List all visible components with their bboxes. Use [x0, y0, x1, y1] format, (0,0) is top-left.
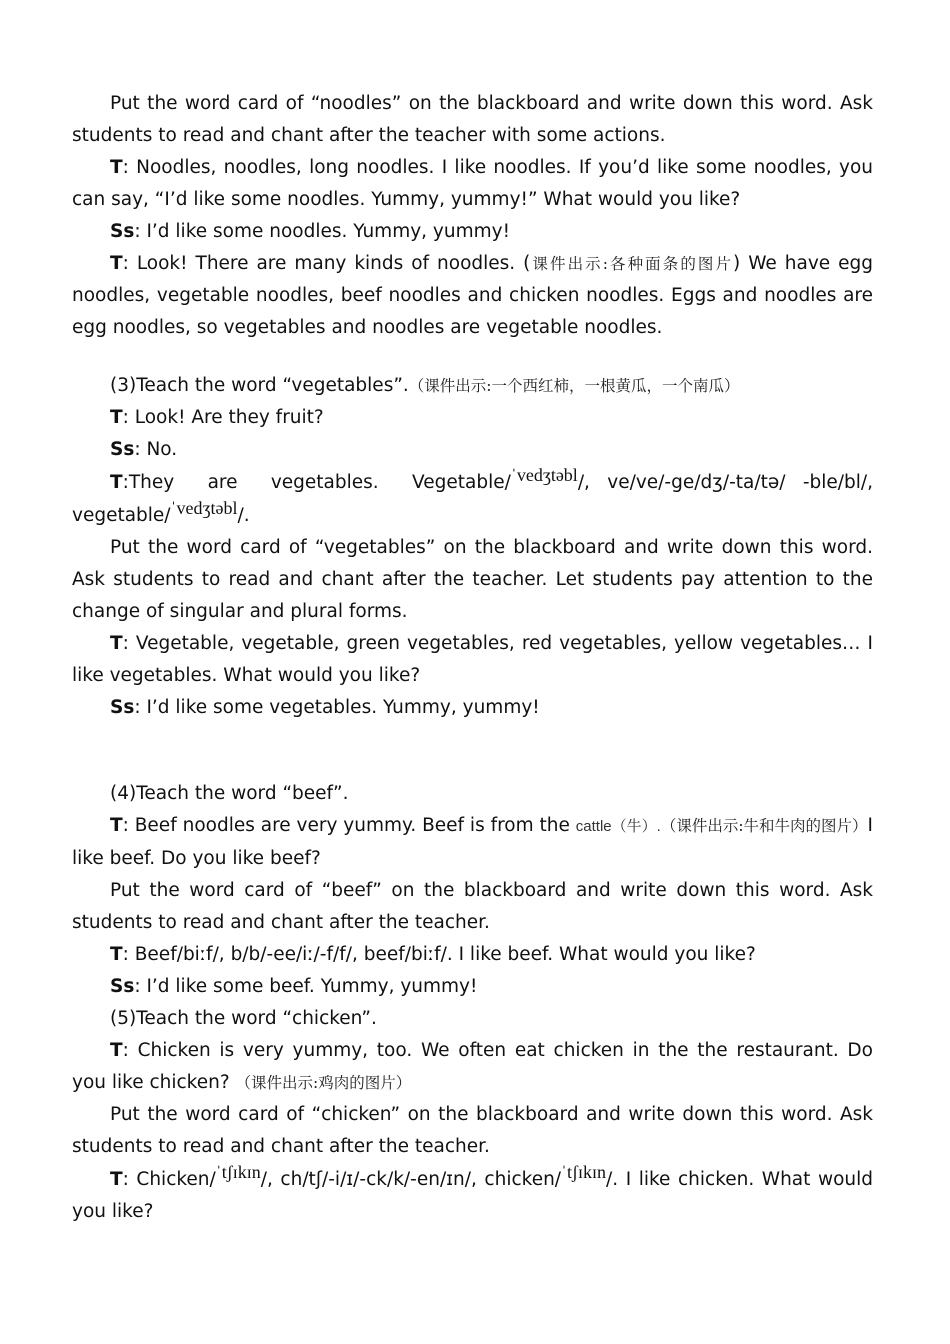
phonetic-symbol: ˈvedʒtəbl — [170, 498, 238, 518]
heading-text: (3)Teach the word “vegetables”. — [110, 375, 409, 396]
dialogue-text: : Look! There are many kinds of noodles. ( — [122, 253, 531, 274]
vegetables-word-card-paragraph: Put the word card of “vegetables” on the blackboard and write down this word. Ask students to read and chant after the teacher. Let students pay attention to the change of singular and plural forms. — [72, 537, 873, 622]
dialogue-text: /, ch/tʃ/-i/ɪ/-ck/k/-en/ɪn/, chicken/ — [260, 1169, 562, 1190]
speaker-label: T — [110, 633, 123, 654]
dialogue-text: /. I like chicken. What would you like? — [72, 1169, 873, 1222]
students-line-beef — [72, 971, 873, 1003]
students-line-noodles — [72, 216, 873, 248]
dialogue-text: : Noodles, noodles, long noodles. I like noodles. If you’d like some noodles, you can say, “I’d like some noodles. Yummy, yummy!” What would you like? — [72, 157, 873, 210]
teacher-line-noodles-chant — [72, 152, 873, 216]
speaker-label: Ss — [110, 439, 135, 460]
speaker-label: Ss — [110, 976, 135, 997]
teacher-line-beef-phonics — [72, 939, 873, 971]
dialogue-text: ) We have egg noodles, vegetable noodles, beef noodles and chicken noodles. Eggs and noodles are egg noodles, so vegetables and noodles are vegetable noodles. — [72, 253, 873, 338]
dialogue-text: : Chicken/ — [122, 1169, 216, 1190]
teacher-line-noodles-kinds — [72, 248, 873, 344]
dialogue-text: : I’d like some vegetables. Yummy, yummy! — [134, 697, 540, 718]
dialogue-text: : No. — [134, 439, 178, 460]
dialogue-text: /. — [237, 505, 250, 526]
phonetic-symbol: ˈvedʒtəbl — [510, 465, 578, 485]
section-heading-vegetables — [72, 370, 873, 402]
speaker-label: T — [110, 407, 123, 428]
dialogue-text: : Vegetable, vegetable, green vegetables, red vegetables, yellow vegetables… I like vegetables. What would you like? — [72, 633, 873, 686]
teacher-line-beef-intro — [72, 810, 873, 875]
courseware-note: （课件出示:牛和牛肉的图片） — [660, 817, 868, 835]
students-line-vegetables — [72, 692, 873, 724]
dialogue-text: I like beef. Do you like beef? — [72, 815, 874, 869]
section-heading-beef: (4)Teach the word “beef”. — [110, 783, 349, 804]
teacher-line-chicken-intro — [72, 1035, 873, 1099]
dialogue-text: : I’d like some noodles. Yummy, yummy! — [134, 221, 511, 242]
speaker-label: T — [110, 944, 123, 965]
courseware-note: （课件出示:一个西红柿，一根黄瓜，一个南瓜） — [408, 377, 740, 395]
speaker-label: T — [110, 815, 123, 836]
speaker-label: Ss — [110, 697, 135, 718]
speaker-label: T — [110, 1169, 123, 1190]
speaker-label: T — [110, 253, 123, 274]
dialogue-text: : Beef noodles are very yummy. Beef is from the — [122, 815, 576, 836]
dialogue-text: : Chicken is very yummy, too. We often eat chicken in the the restaurant. Do you like chicken? — [72, 1040, 873, 1093]
speaker-label: Ss — [110, 221, 135, 242]
document-page — [72, 88, 873, 1228]
speaker-label: T — [110, 1040, 123, 1061]
dialogue-text: : Beef/biːf/, b/b/-ee/iː/-f/f/, beef/biːf/. I like beef. What would you like? — [122, 944, 756, 965]
teacher-line-chicken-phonics — [72, 1163, 873, 1228]
courseware-note: 课件出示:各种面条的图片 — [530, 255, 734, 273]
phonetic-symbol: ˈtʃɪkɪn — [215, 1162, 261, 1182]
cattle-note: cattle（牛）. — [575, 818, 661, 835]
courseware-note: （课件出示:鸡肉的图片） — [235, 1074, 412, 1092]
students-line-no — [72, 434, 873, 466]
teacher-line-fruit-question — [72, 402, 873, 434]
dialogue-text: : I’d like some beef. Yummy, yummy! — [134, 976, 478, 997]
teacher-line-vegetable-phonics — [72, 466, 873, 532]
speaker-label: T — [110, 472, 123, 493]
dialogue-text: :They are vegetables. Vegetable/ — [122, 472, 511, 493]
beef-word-card-paragraph: Put the word card of “beef” on the blackboard and write down this word. Ask students to read and chant after the teacher. — [72, 880, 873, 933]
chicken-word-card-paragraph: Put the word card of “chicken” on the blackboard and write down this word. Ask students to read and chant after the teacher. — [72, 1104, 873, 1157]
noodles-word-card-paragraph: Put the word card of “noodles” on the blackboard and write down this word. Ask students to read and chant after the teacher with some actions. — [72, 93, 873, 146]
section-heading-chicken: (5)Teach the word “chicken”. — [110, 1008, 377, 1029]
phonetic-symbol: ˈtʃɪkɪn — [561, 1162, 607, 1182]
teacher-line-vegetable-chant — [72, 628, 873, 692]
dialogue-text: /, ve/ve/-ge/dʒ/-ta/tə/ -ble/bl/, vegetable/ — [72, 472, 873, 526]
speaker-label: T — [110, 157, 123, 178]
dialogue-text: : Look! Are they fruit? — [122, 407, 324, 428]
